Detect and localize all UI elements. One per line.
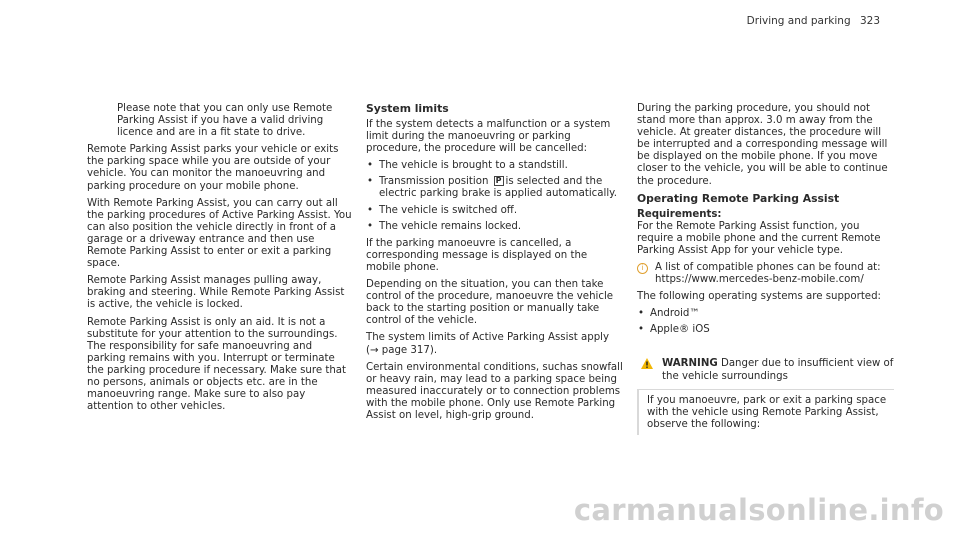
list-item: • The vehicle is switched off. <box>367 204 518 216</box>
paragraph: If the system detects a malfunction or a system limit during the manoeuvring or parking procedure, the procedure will be cancelled: <box>366 119 611 155</box>
park-position-key-icon: P <box>495 176 502 186</box>
paragraph: For the Remote Parking Assist function, you require a mobile phone and the current Remote Parking Assist App for your vehicle type. <box>637 220 881 256</box>
section-title: Driving and parking <box>746 15 851 27</box>
info-note <box>637 262 894 286</box>
warning-header <box>637 358 894 389</box>
paragraph: The following operating systems are supported: <box>637 291 881 303</box>
os-list <box>637 308 894 336</box>
paragraph: With Remote Parking Assist, you can carry out all the parking procedures of Active Parking Assist. You can also position the vehicle directly in front of a garage or a driveway entrance and then use Remote Parking Assist to enter or exit a parking space. <box>87 197 352 270</box>
warning-title: WARNING <box>662 358 718 370</box>
system-limits-list <box>366 160 624 232</box>
paragraph: Remote Parking Assist parks your vehicle or exits the parking space while you are outside of your vehicle. You can monitor the manoeuvring and parking procedure on your mobile phone. <box>87 144 339 192</box>
paragraph: Remote Parking Assist is only an aid. It is not a substitute for your attention to the surroundings. The responsibility for safe manoeuvring and parking remains with you. Interrupt or terminate the parking procedure if necessary. Make sure that no persons, animals or objects etc. are in the manoeuvring range. Make sure to also pay attention to other vehicles. <box>87 316 347 413</box>
bullet-icon: • <box>367 176 374 188</box>
list-item: • The vehicle remains locked. <box>367 220 522 232</box>
page-header <box>747 15 880 27</box>
info-text: A list of compatible phones can be found at: https://www.mercedes-benz-mobile.com/ <box>655 261 881 286</box>
bullet-icon: • <box>638 324 645 336</box>
bullet-icon: • <box>367 160 374 172</box>
info-icon: i <box>637 263 648 274</box>
list-item: • Transmission position P is selected and the electric parking brake is applied automatically. <box>367 176 617 200</box>
column-3 <box>637 103 894 435</box>
page-reference: The system limits of Active Parking Assist apply (→ page 317). <box>366 332 610 356</box>
paragraph: During the parking procedure, you should not stand more than approx. 3.0 m away from the vehicle. At greater distances, the procedure will be interrupted and a corresponding message will be displayed on the mobile phone. If you move closer to the vehicle, you will be able to continue the procedure. <box>637 103 888 187</box>
page-number: 323 <box>859 15 880 27</box>
bullet-icon: • <box>638 308 645 320</box>
system-limits-heading: System limits <box>366 102 449 115</box>
bullet-icon: • <box>367 220 374 232</box>
requirements-label: Requirements: <box>637 208 722 220</box>
operating-heading: Operating Remote Parking Assist <box>637 191 840 205</box>
licence-note: Please note that you can only use Remote Parking Assist if you have a valid driving licence and are in a fit state to drive. <box>117 103 333 139</box>
list-item: • Apple® iOS <box>638 324 710 336</box>
paragraph: Depending on the situation, you can then take control of the procedure, manoeuvre the vehicle back to the starting position or manually take control of the vehicle. <box>366 279 614 327</box>
paragraph: Certain environmental conditions, suchas snowfall or heavy rain, may lead to a parking space being measured inaccurately or to connection problems with the mobile phone. Only use Remote Parking Assist on level, high-grip ground. <box>366 361 623 421</box>
warning-subtitle: Danger due to insufficient view of the vehicle surroundings <box>662 358 894 382</box>
watermark-logo: carmanualsonline.info <box>573 493 944 527</box>
paragraph: Remote Parking Assist manages pulling away, braking and steering. While Remote Parking Assist is active, the vehicle is locked. <box>87 275 345 311</box>
warning-box <box>637 358 894 434</box>
list-item: • Android™ <box>638 308 700 320</box>
warning-body: If you manoeuvre, park or exit a parking space with the vehicle using Remote Parking Assist, observe the following: <box>637 390 894 435</box>
list-item: • The vehicle is brought to a standstill. <box>367 160 568 172</box>
bullet-icon: • <box>367 204 374 216</box>
column-1 <box>87 103 352 418</box>
warning-triangle-icon <box>641 358 653 369</box>
paragraph: If the parking manoeuvre is cancelled, a corresponding message is displayed on the mobile phone. <box>366 237 588 273</box>
column-2 <box>366 103 624 427</box>
